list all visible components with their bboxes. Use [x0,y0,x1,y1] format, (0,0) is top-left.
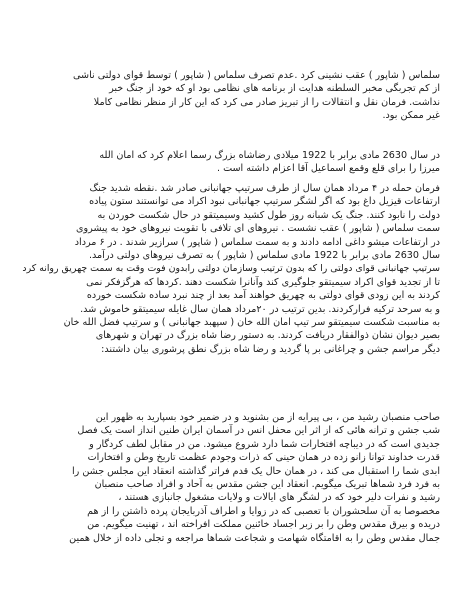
text-line: سال 2630 مادی برابر با 1922 مادی سلماس ( شاپور ) به تصرف نیروهای دولتی درآمد. [88,250,440,262]
text-line: دریده و بیرق مقدس وطن را بر زبر اجساد خائنین مملکت افراخته اند ، تهنیت میگویم. من [87,519,440,531]
text-line: ابدی شما را استقبال می کند ، در همان حال یک قدم فراتر گذاشته انعقاد این مجلس جشن را [71,465,440,477]
paragraph-3 [18,182,440,356]
text-line: میرزا را برای قلع وقمع اسماعیل آقا اعزام داشته است . [216,163,440,175]
text-line: بصیر دیوان نشان ذوالفقار دریافت کردند. به دستور رضا شاه بزرگ در تهران و شهرهای [95,330,440,342]
text-line: و به سرحد ترکیه فرارکردند. بدین ترتیب در ۲۰مرداد همان سال غایله سیمیتقو خاموش شد. [80,303,440,315]
text-line: قدرت خداوند توانا زانو زده در همان حینی که ذرات وجودم عظمت تاریخ وطن و افتخارات [87,452,440,464]
text-line: دولت را نابود کنند. جنگ یک شبانه روز طول کشید وسیمیتقو در حال شکست خوردن به [97,209,440,221]
text-line: به فرد فرد شماها تبریک میگویم. انعقاد این جشن مقدس به آحاد و افراد صاحب منصبان [94,479,440,491]
text-line: ارتفاعات قیزیل داغ بود که اگر لشگر سرتیپ جهانبانی نبود اکراد می توانستند ستون پیاده [89,196,440,208]
text-line: غیر ممکن بود. [382,110,440,122]
text-line: سمت سلماس ( شاپور ) عقب نشست . نیروهای ای تلافی با تقویت نیروهای خود به پیشروی [76,223,440,235]
text-line: مخصوصا به آن سلحشوران با تعصبی که در زوایا و اطراف آذربایجان پرده ذاشتن را از هم [87,505,440,517]
text-line: فرمان حمله در ۴ مرداد همان سال از طرف سرتیپ جهانبانی صادر شد .نقطه شدید جنگ [89,183,440,194]
text-line: از کم تجربگی مخبر السلطنه هدایت از برنامه های نظامی بود او که خود از جنگ خبر [109,83,440,95]
text-line: نداشت. فرمان نقل و انتقالات را از تبریز صادر می کرد که این کار از منظر نظامی کاملا [93,96,440,108]
text-line: جدیدی است که در دیباچه افتخارات شما دارد شروع میشود. من در مقابل لطف کردگار و [89,438,440,450]
paragraph-4 [18,411,440,545]
text-line: دیگر مراسم جشن و چراغانی بر پا گردید و رضا شاه بزرگ نطق پرشوری بیان داشتند: [101,343,440,355]
text-line: سرتیپ جهانبانی قوای دولتی را که بدون ترتیب وسازمان دولتی رابدون فوت وقت به سمت چهریق روانه کرد [22,263,440,275]
paragraph-2 [18,149,440,176]
text-line: کردند به این زودی قوای دولتی به چهریق خواهند آمد بعد از چند نبرد ساده شکست خورده [86,290,440,302]
paragraph-1 [18,69,440,123]
text-line: سلماس ( شاپور ) عقب نشینی کرد .عدم تصرف سلماس ( شاپور ) توسط قوای دولتی ناشی [73,70,440,81]
text-line: صاحب منصبان رشید من ، بی پیرایه از من بشنوید و در ضمیر خود بسپارید به ظهور این [95,412,440,423]
text-line: جمال مقدس وطن را به اقامتگاه شهامت و شجاعت شماها مراجعه و تجلی داده از خلال همین [69,532,440,544]
text-line: در ارتفاعات میشو داغی ادامه دادند و به سمت سلماس ( شاپور ) سرازیر شدند . در ۶ مرداد [74,236,440,248]
text-line: در سال 2630 مادی برابر با 1922 میلادی رضاشاه بزرگ رسما اعلام کرد که امان الله [99,150,440,161]
text-line: شب جشن و ترانه هائی که از اثر این محفل انس در آسمان ایران طنین انداز است یک فصل [77,425,440,437]
text-line: تا از تجدید قوای اکراد سیمیتقو جلوگیری کند وآنانرا شکست دهند .کردها که هرگزفکر نمی [86,276,440,288]
text-line: رشید و نفرات دلیر خود که در لشگر های ایالات و ولایات مشغول جانبازی هستند ، [118,492,440,504]
text-line: به مناسبت شکست سیمیتقو سر تیپ امان الله خان ( سپهبد جهانبانی ) و سرتیپ فضل الله خان [63,317,440,329]
